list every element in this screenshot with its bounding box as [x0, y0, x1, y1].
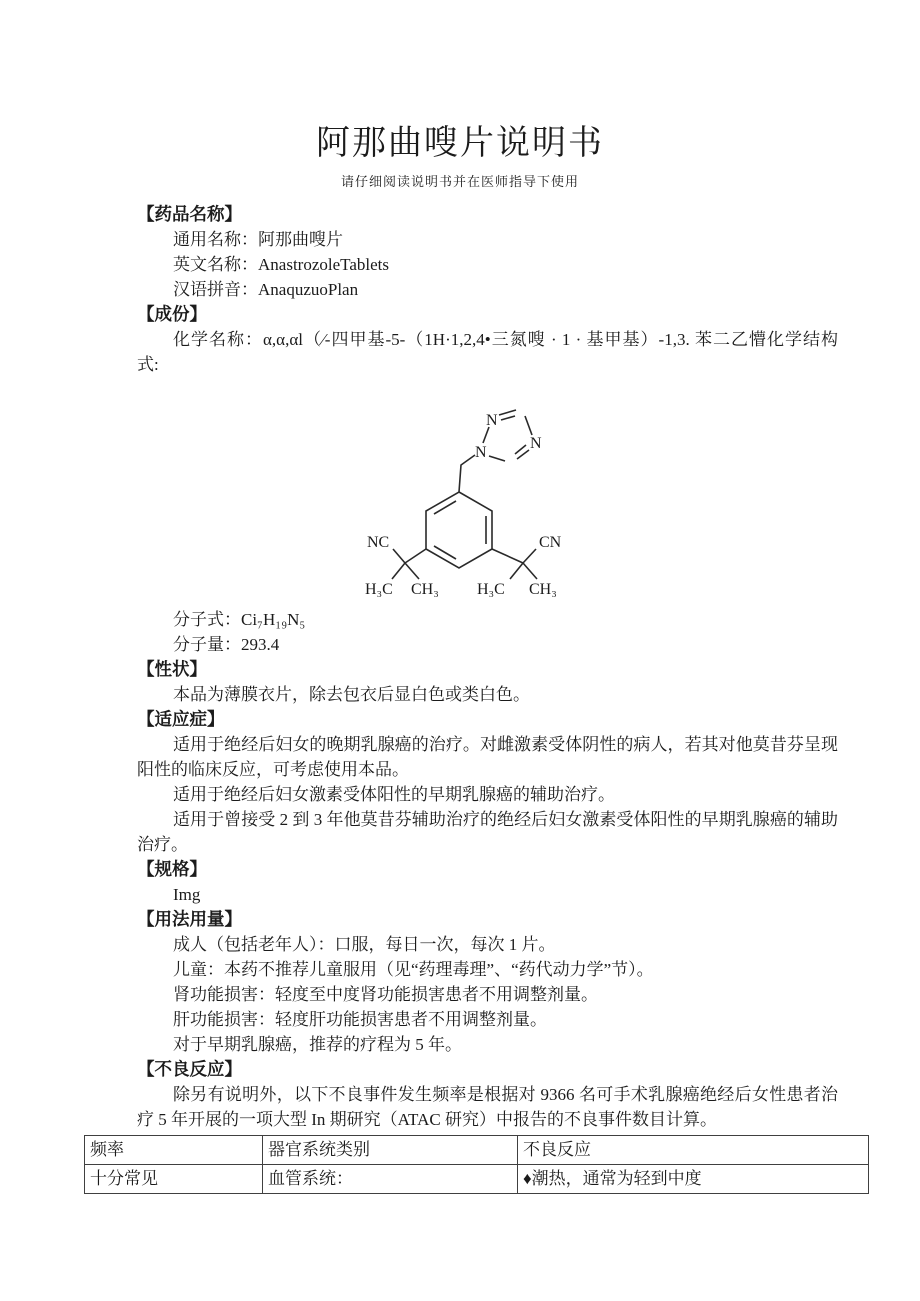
triazole-n2-label: N	[486, 412, 498, 429]
table-header-reaction: 不良反应	[518, 1136, 869, 1165]
table-cell-frequency: 十分常见	[85, 1165, 263, 1194]
section-header-indications: 【适应症】	[137, 709, 225, 729]
indications-p1-line2: 阳性的临床反应，可考虑使用本品。	[137, 760, 409, 779]
dosage-duration-line: 对于早期乳腺癌，推荐的疗程为 5 年。	[173, 1035, 462, 1054]
chemical-name-line-2: 式:	[137, 355, 159, 374]
pinyin-name-line: 汉语拼音：AnaquzuoPlan	[173, 280, 359, 299]
table-cell-reaction: ♦潮热，通常为轻到中度	[518, 1165, 869, 1194]
dosage-hepatic-line: 肝功能损害：轻度肝功能损害患者不用调整剂量。	[173, 1010, 547, 1029]
adverse-intro-line2: 疗 5 年开展的一项大型 In 期研究（ATAC 研究）中报告的不良事件数目计算。	[137, 1110, 717, 1129]
table-header-frequency: 频率	[85, 1136, 263, 1165]
chemical-name-line-1: 化学名称：α,α,αl（⁄-四甲基-5-（1H·1,2,4•三氮嗖 · 1 · 基甲基）-1,3. 苯二乙懵化学结构	[173, 330, 838, 349]
properties-text: 本品为薄膜衣片，除去包衣后显白色或类白色。	[173, 685, 530, 704]
chemical-structure-image	[349, 395, 585, 603]
section-header-adverse-reactions: 【不良反应】	[137, 1059, 242, 1079]
indications-p1-line1: 适用于绝经后妇女的晚期乳腺癌的治疗。对雌激素受体阴性的病人，若其对他莫昔芬呈现	[173, 735, 838, 754]
table-row	[85, 1165, 869, 1194]
page-subtitle: 请仔细阅读说明书并在医师指导下使用	[340, 174, 579, 189]
dosage-renal-line: 肾功能损害：轻度至中度肾功能损害患者不用调整剂量。	[173, 985, 598, 1004]
dosage-adult-line: 成人（包括老年人）：口服，每日一次，每次 1 片。	[173, 935, 556, 954]
table-header-organ-system: 器官系统类别	[263, 1136, 518, 1165]
indications-p2: 适用于绝经后妇女激素受体阳性的早期乳腺癌的辅助治疗。	[173, 785, 615, 804]
specification-value: Img	[173, 885, 201, 904]
anastrozole-structure-drawing	[349, 395, 585, 603]
table-header-row	[85, 1136, 869, 1165]
adverse-intro-line1: 除另有说明外，以下不良事件发生频率是根据对 9366 名可手术乳腺癌绝经后女性患者治	[173, 1085, 838, 1104]
section-header-composition: 【成份】	[137, 304, 207, 324]
molecular-weight-line: 分子量：293.4	[173, 635, 280, 654]
section-header-specification: 【规格】	[137, 859, 207, 879]
triazole-n1-label: N	[475, 444, 487, 461]
methyl-left-inner-label: CH₃	[411, 581, 439, 598]
triazole-n4-label: N	[530, 435, 542, 452]
indications-p3-line2: 治疗。	[137, 835, 188, 854]
english-name-line: 英文名称：AnastrozoleTablets	[173, 255, 389, 274]
section-header-properties: 【性状】	[137, 659, 207, 679]
document-body	[90, 202, 838, 1194]
molecular-formula-line: 分子式：Ci₇H₁₉N₅	[173, 610, 306, 629]
methyl-left-outer-label: H₃C	[365, 581, 393, 598]
dosage-children-line: 儿童：本药不推荐儿童服用（见“药理毒理”、“药代动力学”节）。	[173, 960, 654, 979]
section-header-drug-name: 【药品名称】	[137, 204, 242, 224]
table-cell-organ-system: 血管系统：	[263, 1165, 518, 1194]
adverse-reactions-table	[84, 1135, 869, 1194]
nitrile-right-label: CN	[539, 534, 562, 551]
generic-name-line: 通用名称：阿那曲嗖片	[173, 230, 343, 249]
section-header-dosage: 【用法用量】	[137, 909, 242, 929]
methyl-right-inner-label: H₃C	[477, 581, 505, 598]
nitrile-left-label: NC	[367, 534, 390, 551]
page-title: 阿那曲嗖片说明书	[316, 125, 604, 162]
indications-p3-line1: 适用于曾接受 2 到 3 年他莫昔芬辅助治疗的绝经后妇女激素受体阳性的早期乳腺癌的辅助	[173, 810, 838, 829]
methyl-right-outer-label: CH₃	[529, 581, 557, 598]
